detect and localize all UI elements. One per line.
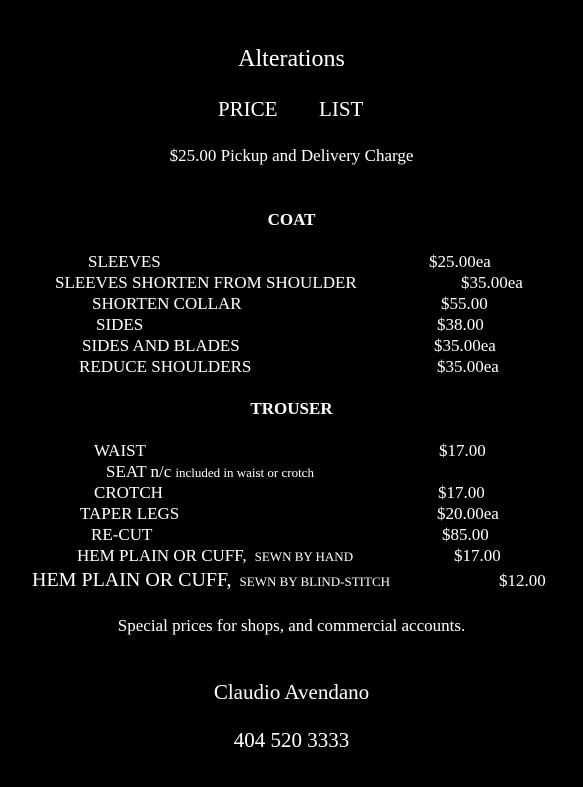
- coat-price-sides-blades: $35.00ea: [434, 336, 496, 355]
- coat-price-shorten-collar: $55.00: [441, 294, 488, 313]
- phone-number: 404 520 3333: [233, 728, 350, 752]
- page-title: Alterations: [238, 46, 345, 72]
- trouser-item-taper-legs: TAPER LEGS: [80, 504, 180, 523]
- trouser-item-hem-blind: [32, 570, 390, 590]
- coat-item-sides-blades: SIDES AND BLADES: [82, 336, 240, 355]
- trouser-price-crotch: $17.00: [438, 483, 485, 502]
- trouser-seat-label: SEAT n/c: [106, 462, 172, 481]
- trouser-price-hem-hand: $17.00: [454, 546, 501, 565]
- coat-price-sleeves: $25.00ea: [429, 252, 491, 271]
- pickup-delivery-note: $25.00 Pickup and Delivery Charge: [169, 146, 414, 165]
- coat-item-sleeves-shorten: SLEEVES SHORTEN FROM SHOULDER: [55, 273, 357, 292]
- owner-name: Claudio Avendano: [213, 680, 370, 704]
- trouser-hem-blind-label: HEM PLAIN OR CUFF,: [32, 569, 232, 591]
- trouser-price-taper-legs: $20.00ea: [437, 504, 499, 523]
- subtitle-price: PRICE: [218, 97, 278, 121]
- coat-item-sleeves: SLEEVES: [88, 252, 161, 271]
- trouser-heading: TROUSER: [250, 399, 333, 418]
- trouser-price-waist: $17.00: [439, 441, 486, 460]
- trouser-hem-hand-note: SEWN BY HAND: [254, 549, 354, 564]
- coat-price-sleeves-shorten: $35.00ea: [461, 273, 523, 292]
- coat-item-shorten-collar: SHORTEN COLLAR: [92, 294, 242, 313]
- subtitle-list: LIST: [319, 97, 364, 121]
- trouser-item-recut: RE-CUT: [91, 525, 153, 544]
- coat-item-reduce-shoulders: REDUCE SHOULDERS: [79, 357, 252, 376]
- trouser-item-waist: WAIST: [94, 441, 146, 460]
- trouser-item-crotch: CROTCH: [94, 483, 163, 502]
- trouser-price-hem-blind: $12.00: [499, 571, 546, 590]
- coat-heading: COAT: [267, 210, 316, 229]
- coat-price-sides: $38.00: [437, 315, 484, 334]
- trouser-price-recut: $85.00: [442, 525, 489, 544]
- trouser-item-hem-hand: [77, 547, 353, 565]
- coat-item-sides: SIDES: [96, 315, 144, 334]
- trouser-hem-blind-note: SEWN BY BLIND-STITCH: [239, 574, 390, 589]
- special-prices-note: Special prices for shops, and commercial accounts.: [117, 616, 466, 635]
- coat-price-reduce-shoulders: $35.00ea: [437, 357, 499, 376]
- trouser-item-seat: [106, 463, 314, 481]
- trouser-hem-hand-label: HEM PLAIN OR CUFF,: [77, 546, 247, 565]
- trouser-seat-note: included in waist or crotch: [175, 465, 314, 480]
